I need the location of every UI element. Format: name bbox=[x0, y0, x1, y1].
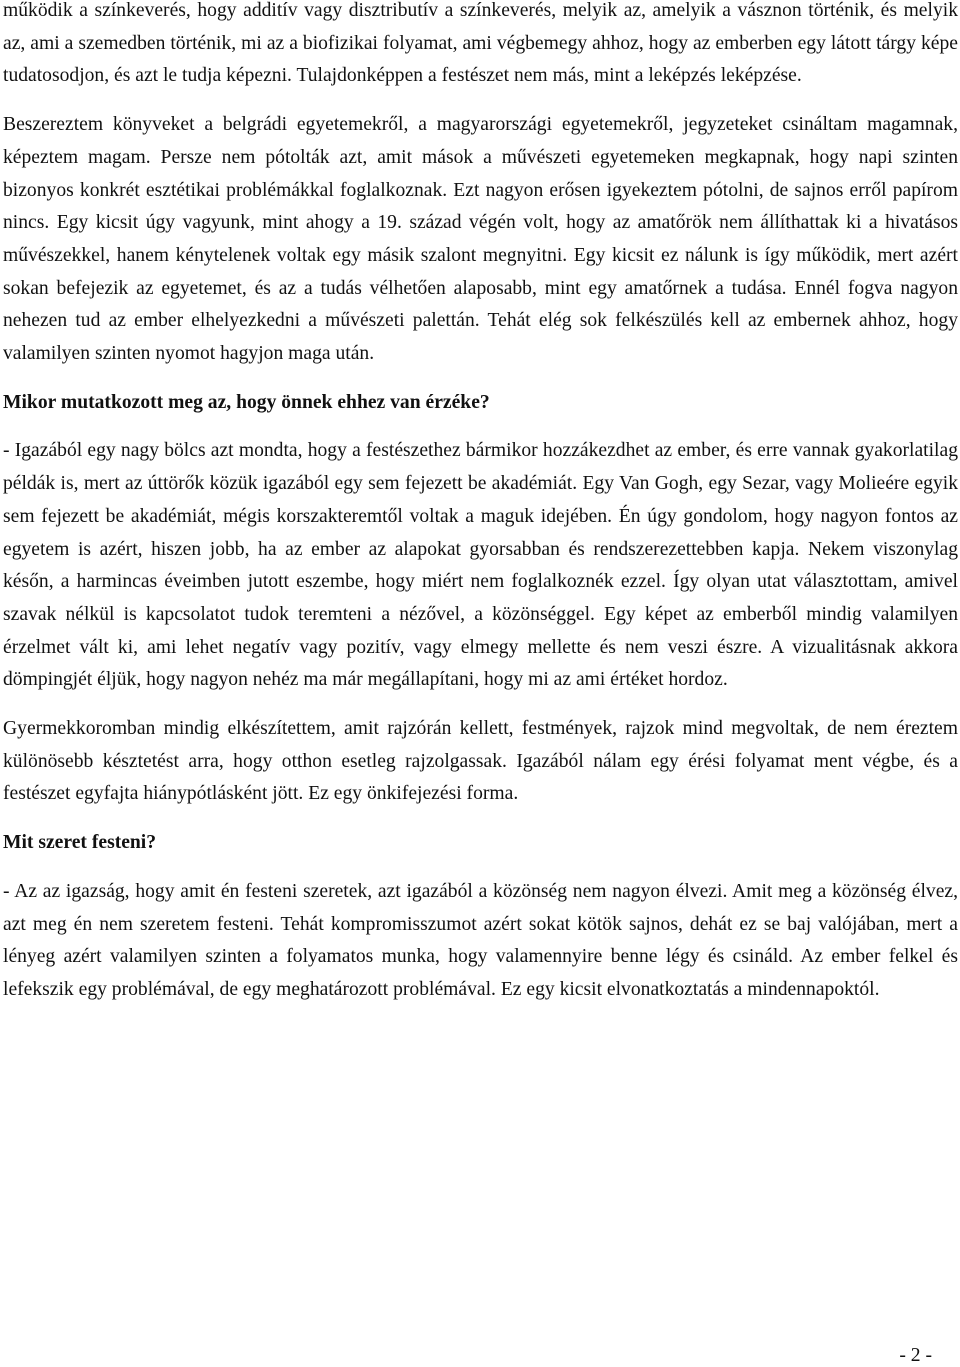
answer-1-paragraph-2: Gyermekkoromban mindig elkészítettem, amit rajzórán kellett, festmények, rajzok mind megvoltak, de nem éreztem különösebb késztetést arra, hogy otthon esetleg rajzolgassak. Igazából nálam egy érési folyamat ment végbe, és a festészet egyfajta hiánypótlásként jött. Ez egy önkifejezési forma. bbox=[3, 718, 958, 805]
question-heading-1: Mikor mutatkozott meg az, hogy önnek ehhez van érzéke? bbox=[3, 391, 490, 413]
paragraph-gap bbox=[3, 860, 958, 876]
answer-1-paragraph-1: - Igazából egy nagy bölcs azt mondta, hogy a festészethez bármikor hozzákezdhet az ember, és erre vannak gyakorlatilag példák is, mert az úttörők közük igazából egy sem fejezett be akadémiát. Egy Van Gogh, egy Sezar, vagy Molieére egyik sem fejezett be akadémiát, mégis korszakteremtől voltak a maguk idejében. Én úgy gondolom, hogy nagyon fontos az egyetem is azért, hiszen jobb, ha az ember az alapokat gyorsabban és rendszerezettebben kapja. Nekem viszonylag későn, a harmincas éveimben jutott eszembe, hogy miért nem foglalkoznék ezzel. Így olyan utat választottam, amivel szavak nélkül is kapcsolatot tudok teremteni a nézővel, a közönséggel. Egy képet az emberből mindig valamilyen érzelmet vált ki, ami lehet negatív vagy pozitív, vagy elmegy mellette és nem veszi észre. A vizualitásnak akkora dömpingjét éljük, hogy nagyon nehéz ma már megállapítani, hogy mi az ami értéket hordoz. bbox=[3, 440, 958, 691]
paragraph-gap bbox=[3, 371, 958, 387]
document-page bbox=[3, 0, 958, 1007]
paragraph-2: Beszereztem könyveket a belgrádi egyetemekről, a magyarországi egyetemekről, jegyzeteket csináltam magamnak, képeztem magam. Persze nem pótolták azt, amit mások a művészeti egyetemeken megkapnak, hogy napi szinten bizonyos konkrét esztétikai problémákkal foglalkoznak. Ezt nagyon erősen igyekeztem pótolni, de sajnos erről papírom nincs. Egy kicsit úgy vagyunk, mint ahogy a 19. század végén volt, hogy az amatőrök nem állíthattak ki a hivatásos művészekkel, hanem kénytelenek voltak egy másik szalont megnyitni. Egy kicsit ez nálunk is így működik, mert azért sokan befejezik az egyetemet, és az a tudás vélhetően alaposabb, mint egy amatőrnek a tudása. Ennél fogva nagyon nehezen tud az ember elhelyezkedni a művészeti palettán. Tehát elég sok felkészülés kell az embernek ahhoz, hogy valamilyen szinten nyomot hagyjon maga után. bbox=[3, 114, 958, 365]
answer-2-paragraph-1: - Az az igazság, hogy amit én festeni szeretek, azt igazából a közönség nem nagyon élvezi. Amit meg a közönség élvez, azt meg én nem szeretem festeni. Tehát kompromisszumot azért sokat kötök sajnos, dehát ez se baj valójában, mert a lényeg azért valamilyen szinten a folyamatos munka, hogy valamennyire benne légy és csináld. Az ember felkel és lefekszik egy problémával, de egy meghatározott problémával. Ez egy kicsit elvonatkoztatás a mindennapoktól. bbox=[3, 880, 958, 1000]
question-heading-2: Mit szeret festeni? bbox=[3, 832, 157, 854]
page-number: - 2 - bbox=[899, 1345, 932, 1366]
paragraph-gap bbox=[3, 93, 958, 109]
paragraph-1: működik a színkeverés, hogy additív vagy disztributív a színkeverés, melyik az, amelyik a vásznon történik, és melyik az, ami a szemedben történik, mi az a biofizikai folyamat, ami végbemegy ahhoz, hogy az emberben egy látott tárgy képe tudatosodjon, és azt le tudja képezni. Tulajdonképpen a festészet nem más, mint a leképzés leképzése. bbox=[3, 0, 958, 87]
paragraph-gap bbox=[3, 811, 958, 827]
paragraph-gap bbox=[3, 697, 958, 713]
paragraph-gap bbox=[3, 419, 958, 435]
